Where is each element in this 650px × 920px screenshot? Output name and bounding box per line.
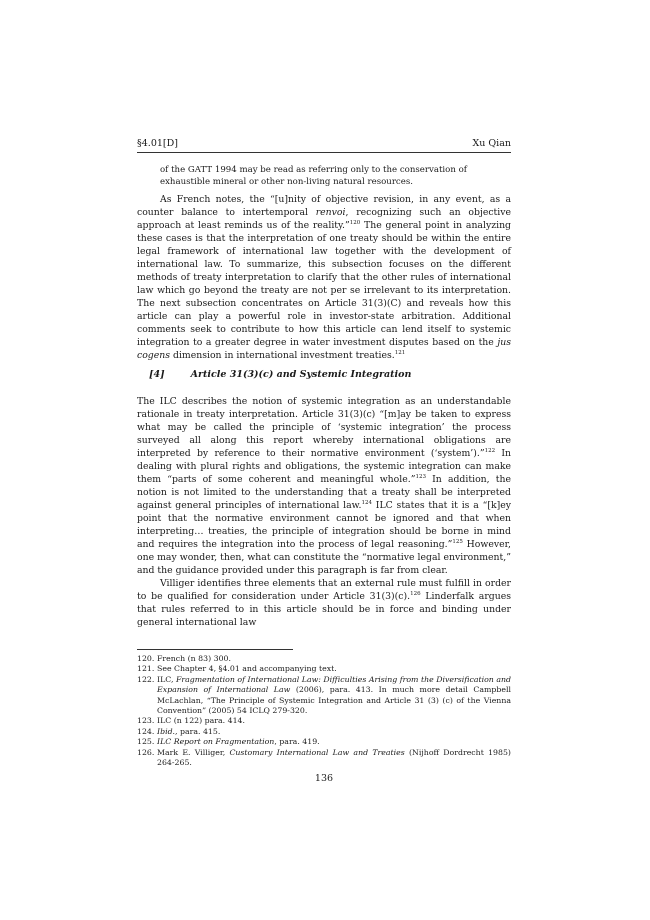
running-header <box>137 138 511 149</box>
footnotes <box>137 654 511 768</box>
section-title: Article 31(3)(c) and Systemic Integration <box>190 369 412 380</box>
body-paragraph-1: As French notes, the “[u]nity of objective revision, in any event, as a counter balance to intertemporal renvoi, recognizing such an objective approach at least reminds us of the reality.”$^{120}$ The general point in analyzing these cases is that the interpretation of one treaty should be within the entire legal framework of international law together with the development of international law. To summarize, this subsection focuses on the different methods of treaty interpretation to clarify that the other rules of international law which go beyond the treaty are not per se irrelevant to its interpretation. The next subsection concentrates on Article 31(3)(C) and reveals how this article can play a powerful role in investor-state arbitration. Additional comments seek to contribute to how this article can lend itself to systemic integration to a greater degree in water investment disputes based on the jus cogens dimension in international investment treaties.$^{121}$ <box>137 194 512 361</box>
footnote-122: 122. ILC, Fragmentation of International Law: Difficulties Arising from the Diversification and Expansion of International Law (2006), para. 413. In much more detail Campbell McLachlan, “The Principle of Systemic Integration and Article 31 (3) (c) of the Vienna Convention” (2005) 54 ICLQ 279-320. <box>137 674 511 716</box>
footnote-ref-126[interactable]: 126 <box>410 590 421 597</box>
section-heading <box>149 369 411 380</box>
footnote-ref-123[interactable]: 123 <box>415 473 426 480</box>
footnote-ref-121[interactable]: 121 <box>394 349 406 356</box>
footnote-124: 124. Ibid., para. 415. <box>137 726 221 736</box>
page-number: 136 <box>314 773 334 784</box>
footnote-divider <box>137 649 293 650</box>
footnote-120: 120. French (n 83) 300. <box>137 654 231 663</box>
body-paragraph-2: The ILC describes the notion of systemic integration as an understandable rationale in treaty interpretation. Article 31(3)(c) “[m]ay be taken to express what may be called the principle of ‘systemic integration’ the process surveyed all along this report whereby international obligations are interpreted by reference to their normative environment (‘system’).”$^{122}$ In dealing with plural rights and obligations, the systemic integration can make them “parts of some coherent and meaningful whole.”$^{123}$ In addition, the notion is not limited to the understanding that a treaty shall be interpreted against general principles of international law.$^{124}$ ILC states that it is a “[k]ey point that the normative environment cannot be ignored and that when interpreting… treaties, the principle of integration should be borne in mind and requires the integration into the process of legal reasoning.”$^{125}$ However, one may wonder, then, what can constitute the “normative legal environment,” and the guidance provided under this paragraph is far from clear. Villiger identifies three elements that an external rule must fulfill in order to be qualified for consideration under Article 31(3)(c).$^{126}$ Linderfalk argues that rules referred to in this article should be in force and binding under general international law <box>137 396 512 628</box>
header-author: Xu Qian <box>472 138 511 149</box>
header-section: §4.01[D] <box>137 138 178 149</box>
footnote-125: 125. ILC Report on Fragmentation, para. 419. <box>137 737 320 747</box>
footnote-ref-120[interactable]: 120 <box>349 219 361 226</box>
footnote-ref-125[interactable]: 125 <box>452 538 463 545</box>
footnote-ref-124[interactable]: 124 <box>361 499 372 506</box>
block-quote-continuation: of the GATT 1994 may be read as referring only to the conservation of exhaustible mineral or other non-living natural resources. <box>160 165 467 187</box>
footnote-121: 121. See Chapter 4, §4.01 and accompanying text. <box>137 664 337 674</box>
footnote-ref-122[interactable]: 122 <box>484 447 496 454</box>
footnote-123: 123. ILC (n 122) para. 414. <box>137 716 245 726</box>
section-number: [4] <box>149 369 165 380</box>
header-divider <box>137 152 511 153</box>
footnote-126: 126. Mark E. Villiger, Customary International Law and Treaties (Nijhoff Dordrecht 1985) 264-265. <box>137 747 511 768</box>
body-paragraph-3: Villiger identifies three elements that an external rule must fulfill in order to be qualified for consideration under Article 31(3)(c).$^{126}$ Linderfalk argues that rules referred to in this article should be in force and binding under general international law <box>137 578 512 628</box>
